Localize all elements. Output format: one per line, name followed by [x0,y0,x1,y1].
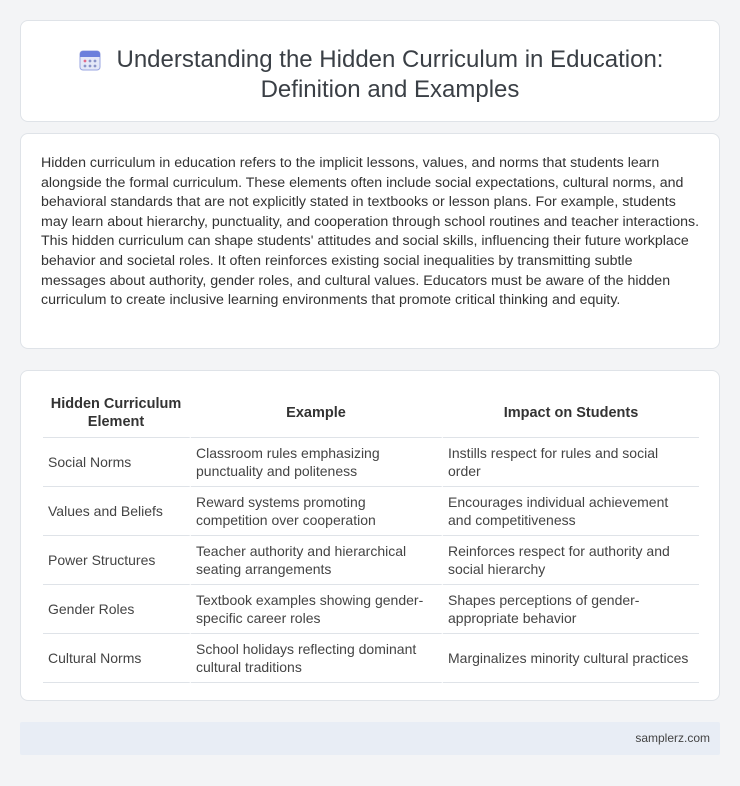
table-row [43,438,699,487]
cell-example: School holidays reflecting dominant cultural traditions [191,634,443,683]
table-header-row [43,391,699,438]
cell-impact: Shapes perceptions of gender-appropriate behavior [443,585,699,634]
cell-impact: Instills respect for rules and social order [443,438,699,487]
table-row [43,487,699,536]
curriculum-table [43,391,699,683]
cell-impact: Reinforces respect for authority and social hierarchy [443,536,699,585]
page-title: Understanding the Hidden Curriculum in Education: Definition and Examples [116,46,664,103]
footer-bar [20,722,720,755]
table-row [43,585,699,634]
description-card [20,133,720,349]
cell-example: Textbook examples showing gender-specific career roles [191,585,443,634]
cell-example: Classroom rules emphasizing punctuality and politeness [191,438,443,487]
header-example: Example [191,391,443,438]
cell-example: Reward systems promoting competition over cooperation [191,487,443,536]
cell-element: Social Norms [43,438,191,487]
description-text: Hidden curriculum in education refers to the implicit lessons, values, and norms that students learn alongside the formal curriculum. These elements often include social expectations, cultural norms, and behavioral standards that are not explicitly stated in textbooks or lesson plans. For example, students may learn about hierarchy, punctuality, and cooperation through school routines and teacher interactions. This hidden curriculum can shape students' attitudes and social skills, influencing their future workplace behavior and societal roles. It often reinforces existing social inequalities by transmitting subtle messages about authority, gender roles, and cultural values. Educators must be aware of the hidden curriculum to create inclusive learning environments that promote critical thinking and equity. [41,155,700,309]
cell-element: Gender Roles [43,585,191,634]
table-card [20,370,720,701]
table-row [43,536,699,585]
cell-element: Values and Beliefs [43,487,191,536]
calendar-icon [78,48,102,72]
footer-site-link[interactable]: samplerz.com [635,731,710,745]
header-impact: Impact on Students [443,391,699,438]
cell-example: Teacher authority and hierarchical seating arrangements [191,536,443,585]
cell-element: Power Structures [43,536,191,585]
title-wrap [21,45,719,105]
cell-element: Cultural Norms [43,634,191,683]
cell-impact: Marginalizes minority cultural practices [443,634,699,683]
cell-impact: Encourages individual achievement and competitiveness [443,487,699,536]
table-row [43,634,699,683]
header-element: Hidden Curriculum Element [43,391,191,438]
title-card [20,20,720,122]
